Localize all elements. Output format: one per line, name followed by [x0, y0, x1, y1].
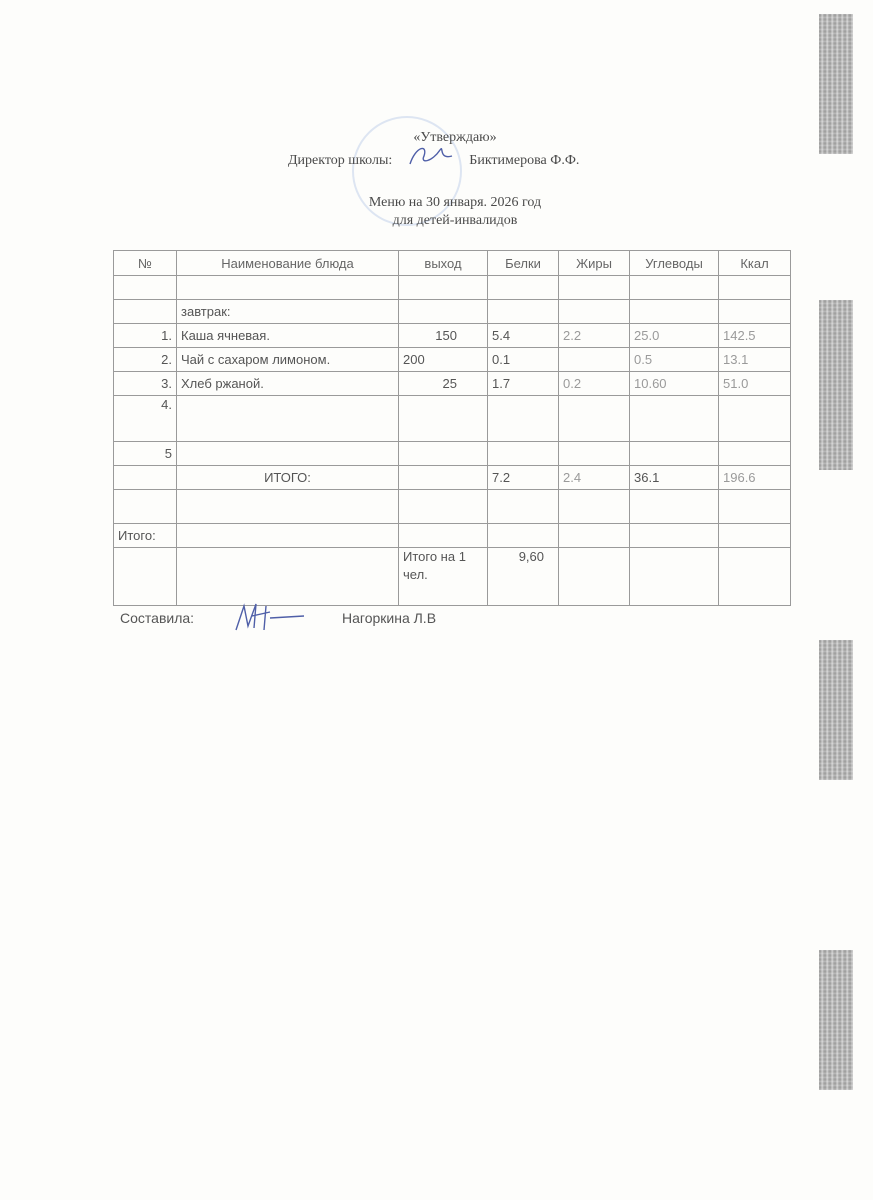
col-protein: Белки: [488, 251, 559, 276]
dish-kcal: 142.5: [719, 324, 791, 348]
section-label: завтрак:: [177, 300, 399, 324]
compiled-name: Нагоркина Л.В: [342, 610, 437, 626]
dish-name: Чай с сахаром лимоном.: [177, 348, 399, 372]
total-fat: 2.4: [559, 466, 630, 490]
dish-kcal: 51.0: [719, 372, 791, 396]
table-header-row: [114, 251, 791, 276]
row-number: 2.: [114, 348, 177, 372]
dish-protein: 0.1: [488, 348, 559, 372]
compiler-signature: [230, 600, 310, 636]
dish-carbs: 10.60: [630, 372, 719, 396]
row-number: 5: [114, 442, 177, 466]
per-person-value: 9,60: [488, 548, 559, 606]
dish-protein: 1.7: [488, 372, 559, 396]
dish-kcal: 13.1: [719, 348, 791, 372]
director-label: Директор школы:: [288, 153, 393, 168]
director-name: Биктимерова Ф.Ф.: [469, 153, 580, 168]
table-row: [114, 276, 791, 300]
approve-line: «Утверждаю»: [413, 130, 497, 145]
menu-title-block: [0, 194, 873, 230]
dish-name: Хлеб ржаной.: [177, 372, 399, 396]
director-signature: [396, 150, 466, 164]
dish-protein: 5.4: [488, 324, 559, 348]
dish-fat: 0.2: [559, 372, 630, 396]
row-number: 4.: [114, 396, 177, 442]
col-output: выход: [399, 251, 488, 276]
table-row: [114, 348, 791, 372]
col-carbs: Углеводы: [630, 251, 719, 276]
dish-name: Каша ячневая.: [177, 324, 399, 348]
director-line: [288, 150, 579, 169]
dish-fat: [559, 348, 630, 372]
section-row: [114, 300, 791, 324]
total-carbs: 36.1: [630, 466, 719, 490]
total-row: [114, 466, 791, 490]
menu-table: [113, 250, 791, 606]
dish-output: 200: [399, 348, 488, 372]
per-person-label: Итого на 1 чел.: [399, 548, 488, 606]
dish-carbs: 25.0: [630, 324, 719, 348]
dish-output: 150: [399, 324, 488, 348]
compiled-label: Составила:: [120, 610, 195, 626]
dish-output: 25: [399, 372, 488, 396]
col-kcal: Ккал: [719, 251, 791, 276]
menu-title: Меню на 30 января. 2026 год: [368, 195, 542, 210]
scan-edge-lower-mid: [819, 640, 853, 780]
col-number: №: [114, 251, 177, 276]
total-label: ИТОГО:: [177, 466, 399, 490]
total-kcal: 196.6: [719, 466, 791, 490]
dish-fat: 2.2: [559, 324, 630, 348]
per-person-row: [114, 548, 791, 606]
table-row: [114, 324, 791, 348]
col-fat: Жиры: [559, 251, 630, 276]
itogo-label: Итого:: [114, 524, 177, 548]
table-row: [114, 372, 791, 396]
footer-line: [120, 610, 437, 626]
menu-subtitle: для детей-инвалидов: [392, 213, 518, 228]
itogo-row: [114, 524, 791, 548]
table-row: [114, 442, 791, 466]
table-row: [114, 490, 791, 524]
dish-carbs: 0.5: [630, 348, 719, 372]
col-dish-name: Наименование блюда: [177, 251, 399, 276]
scan-edge-upper-mid: [819, 300, 853, 470]
table-row: [114, 396, 791, 442]
total-protein: 7.2: [488, 466, 559, 490]
scan-edge-bottom: [819, 950, 853, 1090]
row-number: 3.: [114, 372, 177, 396]
row-number: 1.: [114, 324, 177, 348]
